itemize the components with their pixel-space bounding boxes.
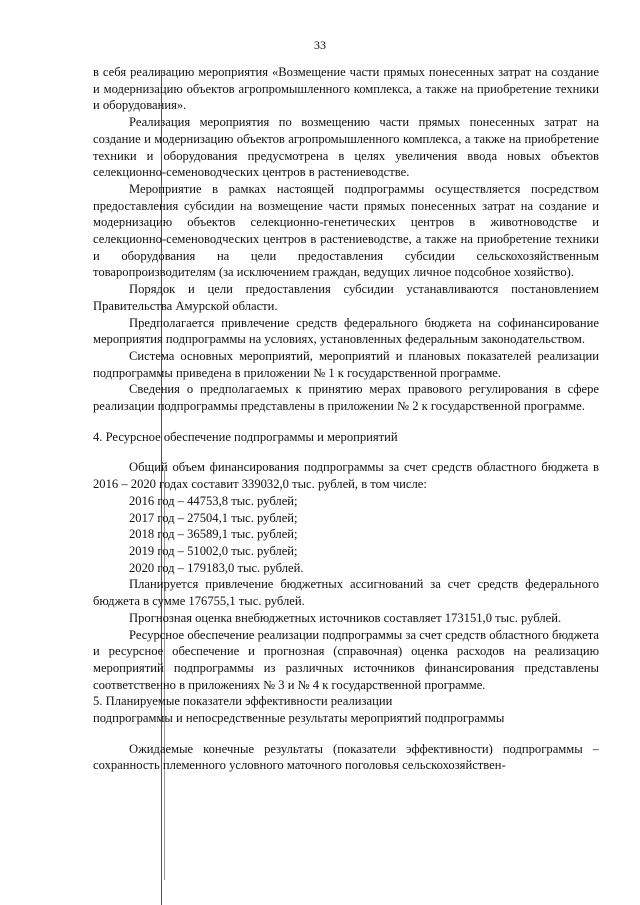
- section-heading: 5. Планируемые показатели эффективности реализации: [93, 694, 393, 709]
- paragraph: Мероприятие в рамках настоящей подпрограммы осуществляется посредством предоставления субсидии на возмещение части прямых понесенных затрат на создание и модернизацию объектов селекционно-генетических центров в животноводстве и селекционно-семеноводческих центров в растениеводстве, а также на приобретение техники и оборудования на цели предоставления субсидии сельскохозяйственным товаропроизводителям (за исключением граждан, ведущих личное подсобное хозяйство).: [93, 181, 599, 280]
- paragraph: Порядок и цели предоставления субсидии устанавливаются постановлением Правительства Амурской области.: [93, 282, 599, 313]
- paragraph: Система основных мероприятий, мероприятий и плановых показателей реализации подпрограммы приведена в приложении № 1 к государственной программе.: [93, 348, 599, 380]
- paragraph: Прогнозная оценка внебюджетных источников составляет 173151,0 тыс. рублей.: [129, 610, 562, 625]
- paragraph: Планируется привлечение бюджетных ассигнований за счет средств федерального бюджета в сумме 176755,1 тыс. рублей.: [93, 577, 599, 609]
- funding-year-line: 2018 год – 36589,1 тыс. рублей;: [129, 527, 298, 542]
- paragraph: Ожидаемые конечные результаты (показатели эффективности) подпрограммы – сохранность племенного условного маточного поголовья сельскохозяйствен-: [93, 741, 599, 773]
- section-heading: 4. Ресурсное обеспечение подпрограммы и мероприятий: [93, 429, 398, 444]
- paragraph: Ресурсное обеспечение реализации подпрограммы за счет средств областного бюджета и ресурсное обеспечение и прогнозная (справочная) оценка расходов на реализацию мероприятий подпрограммы из различных источников финансирования представлены соответственно в приложениях № 3 и № 4 к государственной программе.: [93, 627, 599, 692]
- paragraph: Общий объем финансирования подпрограммы за счет средств областного бюджета в 2016 – 2020 годах составит 339032,0 тыс. рублей, в том числе:: [93, 460, 599, 492]
- paragraph: Сведения о предполагаемых к принятию мерах правового регулирования в сфере реализации подпрограммы представлены в приложении № 2 к государственной программе.: [93, 382, 599, 414]
- page-number: 33: [314, 38, 326, 52]
- funding-year-line: 2016 год – 44753,8 тыс. рублей;: [129, 493, 298, 508]
- paragraph: Реализация мероприятия по возмещению части прямых понесенных затрат на создание и модернизацию объектов агропромышленного комплекса, а также на приобретение техники и оборудования предусмотрена в целях увеличения ввода новых объектов селекционно-семеноводческих центров в растениеводстве.: [93, 115, 599, 180]
- section-heading: подпрограммы и непосредственные результаты мероприятий подпрограммы: [93, 711, 505, 726]
- funding-year-line: 2019 год – 51002,0 тыс. рублей;: [129, 543, 298, 558]
- paragraph: Предполагается привлечение средств федерального бюджета на софинансирование мероприятия подпрограммы на условиях, установленных федеральным законодательством.: [93, 315, 599, 347]
- paragraph: в себя реализацию мероприятия «Возмещение части прямых понесенных затрат на создание и модернизацию объектов агропромышленного комплекса, а также на приобретение техники и оборудования».: [93, 65, 599, 113]
- document-body: [93, 64, 599, 774]
- funding-year-line: 2017 год – 27504,1 тыс. рублей;: [129, 510, 298, 525]
- funding-year-line: 2020 год – 179183,0 тыс. рублей.: [129, 560, 304, 575]
